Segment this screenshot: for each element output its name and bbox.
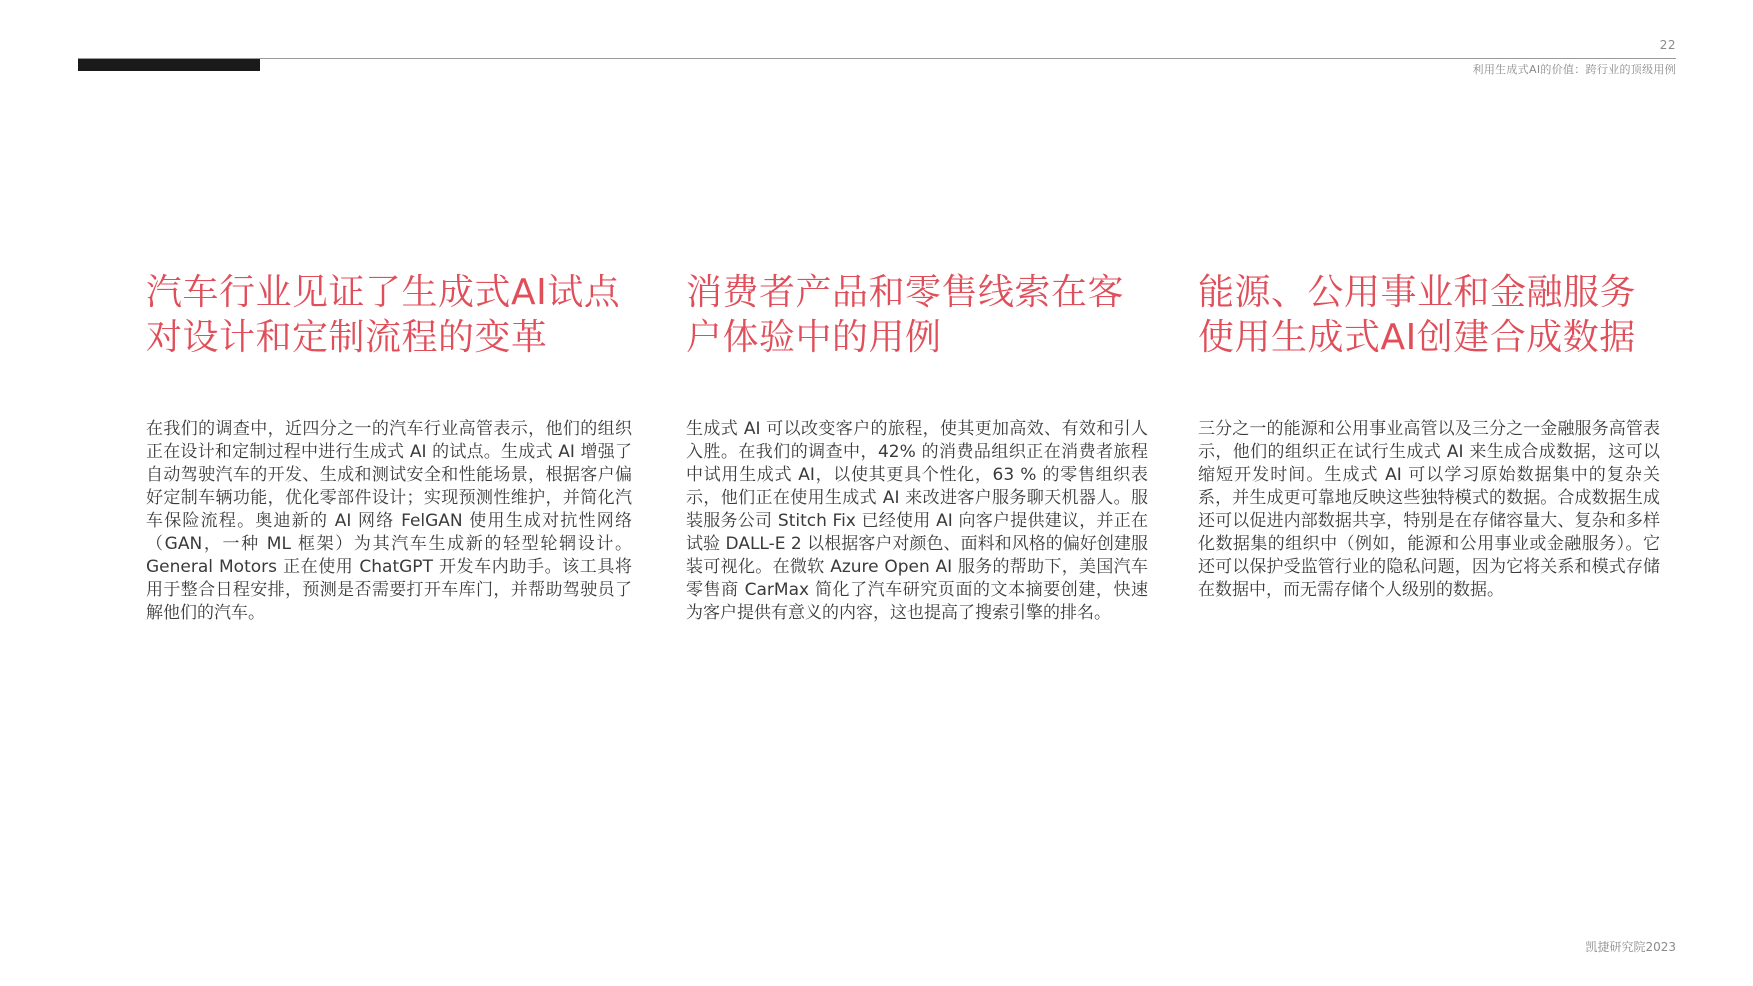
column-body: 生成式 AI 可以改变客户的旅程，使其更加高效、有效和引人入胜。在我们的调查中，42% 的消费品组织正在消费者旅程中试用生成式 AI，以使其更具个性化，63 % 的零售组织表示，他们正在使用生成式 AI 来改进客户服务聊天机器人。服装服务公司 Stitch Fix 已经使用 AI 向客户提供建议，并正在试验 DALL-E 2 以根据客户对颜色、面料和风格的偏好创建服装可视化。在微软 Azure Open AI 服务的帮助下，美国汽车零售商 CarMax 简化了汽车研究页面的文本摘要创建，快速为客户提供有意义的内容，这也提高了搜索引擎的排名。 xyxy=(686,419,1148,623)
page-number: 22 xyxy=(1659,38,1676,52)
column-consumer-retail xyxy=(686,270,1148,623)
header-rule xyxy=(78,58,1676,59)
column-body: 在我们的调查中，近四分之一的汽车行业高管表示，他们的组织正在设计和定制过程中进行生成式 AI 的试点。生成式 AI 增强了自动驾驶汽车的开发、生成和测试安全和性能场景，根据客户偏好定制车辆功能，优化零部件设计；实现预测性维护，并简化汽车保险流程。奥迪新的 AI 网络 FelGAN 使用生成对抗性网络（GAN，一种 ML 框架）为其汽车生成新的轻型轮辋设计。General Motors 正在使用 ChatGPT 开发车内助手。该工具将用于整合日程安排，预测是否需要打开车库门，并帮助驾驶员了解他们的汽车。 xyxy=(146,419,632,623)
column-body: 三分之一的能源和公用事业高管以及三分之一金融服务高管表示，他们的组织正在试行生成式 AI 来生成合成数据，这可以缩短开发时间。生成式 AI 可以学习原始数据集中的复杂关系，并生成更可靠地反映这些独特模式的数据。合成数据生成还可以促进内部数据共享，特别是在存储容量大、复杂和多样化数据集的组织中（例如，能源和公用事业或金融服务）。它还可以保护受监管行业的隐私问题，因为它将关系和模式存储在数据中，而无需存储个人级别的数据。 xyxy=(1198,419,1660,600)
header-accent-bar xyxy=(78,59,260,71)
column-heading: 汽车行业见证了生成式AI试点对设计和定制流程的变革 xyxy=(146,272,621,358)
column-automotive xyxy=(146,270,632,623)
column-heading: 能源、公用事业和金融服务使用生成式AI创建合成数据 xyxy=(1198,272,1637,358)
column-heading: 消费者产品和零售线索在客户体验中的用例 xyxy=(686,272,1125,358)
running-head: 利用生成式AI的价值：跨行业的顶级用例 xyxy=(1472,63,1676,76)
footer-brand: 凯捷研究院2023 xyxy=(1585,940,1676,954)
column-energy-finance xyxy=(1198,270,1660,600)
